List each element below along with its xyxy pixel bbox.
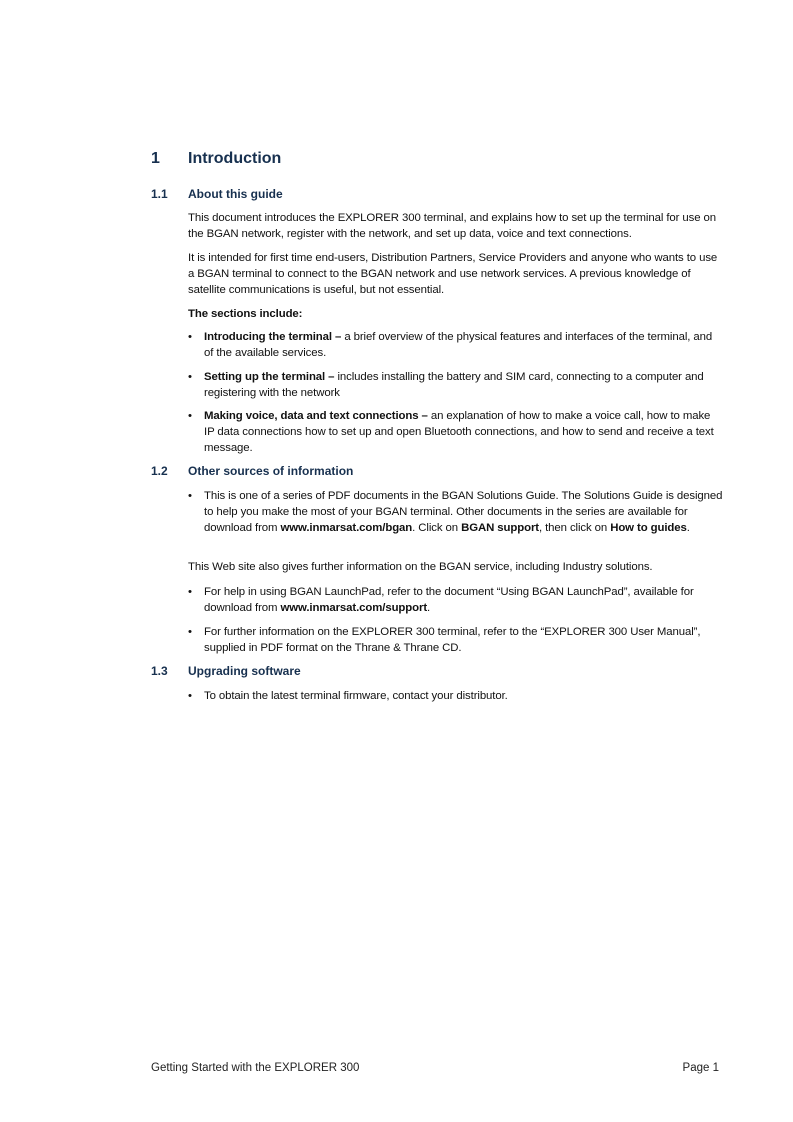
bullet-icon: • xyxy=(188,586,192,598)
bullet-text: For further information on the EXPLORER 300 terminal, refer to the “EXPLORER 300 User Manual”, supplied in PDF format on the Thrane & Thrane CD. xyxy=(204,626,701,654)
bullet-icon: • xyxy=(188,626,192,638)
bullet-lead: Introducing the terminal – xyxy=(204,331,342,343)
bullet-icon: • xyxy=(188,371,192,383)
chapter-title: Introduction xyxy=(188,150,282,167)
bullet-icon: • xyxy=(188,490,192,502)
bullet-text: . xyxy=(427,602,431,614)
chapter-number: 1 xyxy=(151,150,160,167)
how-to-guides-label: How to guides xyxy=(610,522,687,534)
bgan-support-label: BGAN support xyxy=(461,522,539,534)
sections-label: The sections include: xyxy=(188,308,303,320)
bullet-lead: Setting up the terminal – xyxy=(204,371,335,383)
bullet-text: a brief overview of the physical features and interfaces of the terminal, and of the available services. xyxy=(204,331,713,359)
bullet-lead: Making voice, data and text connections – xyxy=(204,410,428,422)
bullet-text: . xyxy=(686,522,690,534)
paragraph-website: This Web site also gives further information on the BGAN service, including Industry solutions. xyxy=(188,561,653,573)
bullet-text: includes installing the battery and SIM card, connecting to a computer and registering with the network xyxy=(204,371,704,399)
section-number: 1.3 xyxy=(151,664,168,678)
section-number: 1.2 xyxy=(151,464,168,478)
section-number: 1.1 xyxy=(151,187,168,201)
link-bgan[interactable]: www.inmarsat.com/bgan xyxy=(280,522,413,534)
page-number: Page 1 xyxy=(682,1062,719,1074)
bullet-icon: • xyxy=(188,331,192,343)
bullet-text: . Click on xyxy=(412,522,462,534)
bullet-text: , then click on xyxy=(538,522,611,534)
section-title: Other sources of information xyxy=(188,464,354,478)
bullet-text: For help in using BGAN LaunchPad, refer to the document “Using BGAN LaunchPad”, available for download from xyxy=(204,586,694,614)
footer-title: Getting Started with the EXPLORER 300 xyxy=(151,1062,360,1074)
bullet-icon: • xyxy=(188,690,192,702)
paragraph-intro: This document introduces the EXPLORER 300 terminal, and explains how to set up the terminal for use on the BGAN network, register with the network, and set up data, voice and text connections. xyxy=(188,212,716,240)
link-support[interactable]: www.inmarsat.com/support xyxy=(280,602,428,614)
section-title: Upgrading software xyxy=(188,664,301,678)
paragraph-audience: It is intended for first time end-users, Distribution Partners, Service Providers and anyone who wants to use a BGAN terminal to connect to the BGAN network and use network services. A previous knowledge of satellite communications is useful, but not essential. xyxy=(188,252,718,296)
bullet-text: To obtain the latest terminal firmware, contact your distributor. xyxy=(204,690,508,702)
bullet-text: This is one of a series of PDF documents in the BGAN Solutions Guide. The Solutions Guide is designed to help you make the most of your BGAN terminal. Other documents in the series are available for download from xyxy=(204,490,723,534)
bullet-icon: • xyxy=(188,410,192,422)
bullet-text: an explanation of how to make a voice call, how to make IP data connections how to set up and open Bluetooth connections, and how to send and receive a text message. xyxy=(204,410,714,454)
section-title: About this guide xyxy=(188,187,283,201)
